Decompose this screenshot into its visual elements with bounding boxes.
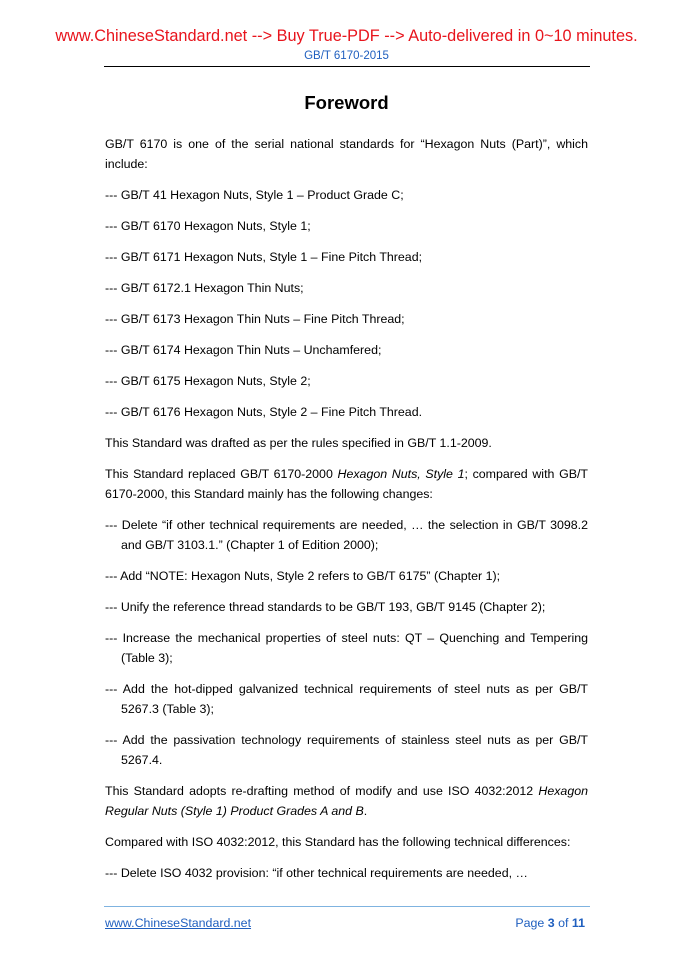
change-item: --- Unify the reference thread standards to be GB/T 193, GB/T 9145 (Chapter 2); — [105, 600, 546, 614]
change-item: --- Add the hot-dipped galvanized technical requirements of steel nuts as per GB/T 5267.3 (Table 3); — [105, 682, 588, 716]
page-total: 11 — [571, 916, 585, 930]
adopts-paragraph — [105, 781, 588, 821]
compared-paragraph: Compared with ISO 4032:2012, this Standard has the following technical differences: — [105, 835, 571, 849]
change-item: --- Add the passivation technology requirements of stainless steel nuts as per GB/T 5267.4. — [105, 733, 588, 767]
replaced-title: Hexagon Nuts, Style 1 — [337, 467, 465, 481]
series-item: --- GB/T 6175 Hexagon Nuts, Style 2; — [105, 374, 311, 388]
page-of: of — [554, 916, 572, 930]
footer-website-link[interactable]: www.ChineseStandard.net — [105, 916, 252, 930]
promo-banner-link[interactable]: www.ChineseStandard.net --> Buy True-PDF --> Auto-delivered in 0~10 minutes. — [55, 27, 638, 45]
page-current: 3 — [547, 916, 555, 930]
difference-item: --- Delete ISO 4032 provision: “if other technical requirements are needed, … — [105, 866, 528, 880]
page-prefix: Page — [515, 916, 548, 930]
replaced-text-end: ; compared with GB/T 6170-2000, this Standard mainly has the following changes: — [105, 467, 588, 501]
drafted-paragraph: This Standard was drafted as per the rules specified in GB/T 1.1-2009. — [105, 436, 492, 450]
series-item: --- GB/T 6174 Hexagon Thin Nuts – Unchamfered; — [105, 343, 382, 357]
page-title: Foreword — [304, 92, 389, 113]
change-item: --- Add “NOTE: Hexagon Nuts, Style 2 refers to GB/T 6175” (Chapter 1); — [105, 569, 501, 583]
adopts-title: Hexagon Regular Nuts (Style 1) Product Grades A and B — [105, 784, 588, 818]
change-item: --- Delete “if other technical requirements are needed, … the selection in GB/T 3098.2 and GB/T 3103.1.” (Chapter 1 of Edition 2000); — [105, 518, 588, 552]
change-item: --- Increase the mechanical properties of steel nuts: QT – Quenching and Tempering (Table 3); — [105, 631, 588, 665]
page-number — [515, 916, 585, 930]
series-item: --- GB/T 6176 Hexagon Nuts, Style 2 – Fine Pitch Thread. — [105, 405, 423, 419]
foreword-body — [105, 134, 588, 894]
replaced-text: This Standard replaced GB/T 6170-2000 — [105, 467, 338, 481]
adopts-text: This Standard adopts re-drafting method of modify and use ISO 4032:2012 — [105, 784, 539, 798]
header-divider — [104, 66, 590, 67]
series-item: --- GB/T 6172.1 Hexagon Thin Nuts; — [105, 281, 304, 295]
replaced-paragraph — [105, 464, 588, 504]
footer-divider — [104, 906, 590, 907]
series-item: --- GB/T 6170 Hexagon Nuts, Style 1; — [105, 219, 311, 233]
adopts-text-end: . — [363, 804, 368, 818]
series-item: --- GB/T 6173 Hexagon Thin Nuts – Fine Pitch Thread; — [105, 312, 405, 326]
series-item: --- GB/T 6171 Hexagon Nuts, Style 1 – Fine Pitch Thread; — [105, 250, 423, 264]
intro-paragraph: GB/T 6170 is one of the serial national standards for “Hexagon Nuts (Part)”, which include: — [105, 137, 588, 171]
series-item: --- GB/T 41 Hexagon Nuts, Style 1 – Product Grade C; — [105, 188, 404, 202]
header-standard-code: GB/T 6170-2015 — [304, 50, 389, 62]
